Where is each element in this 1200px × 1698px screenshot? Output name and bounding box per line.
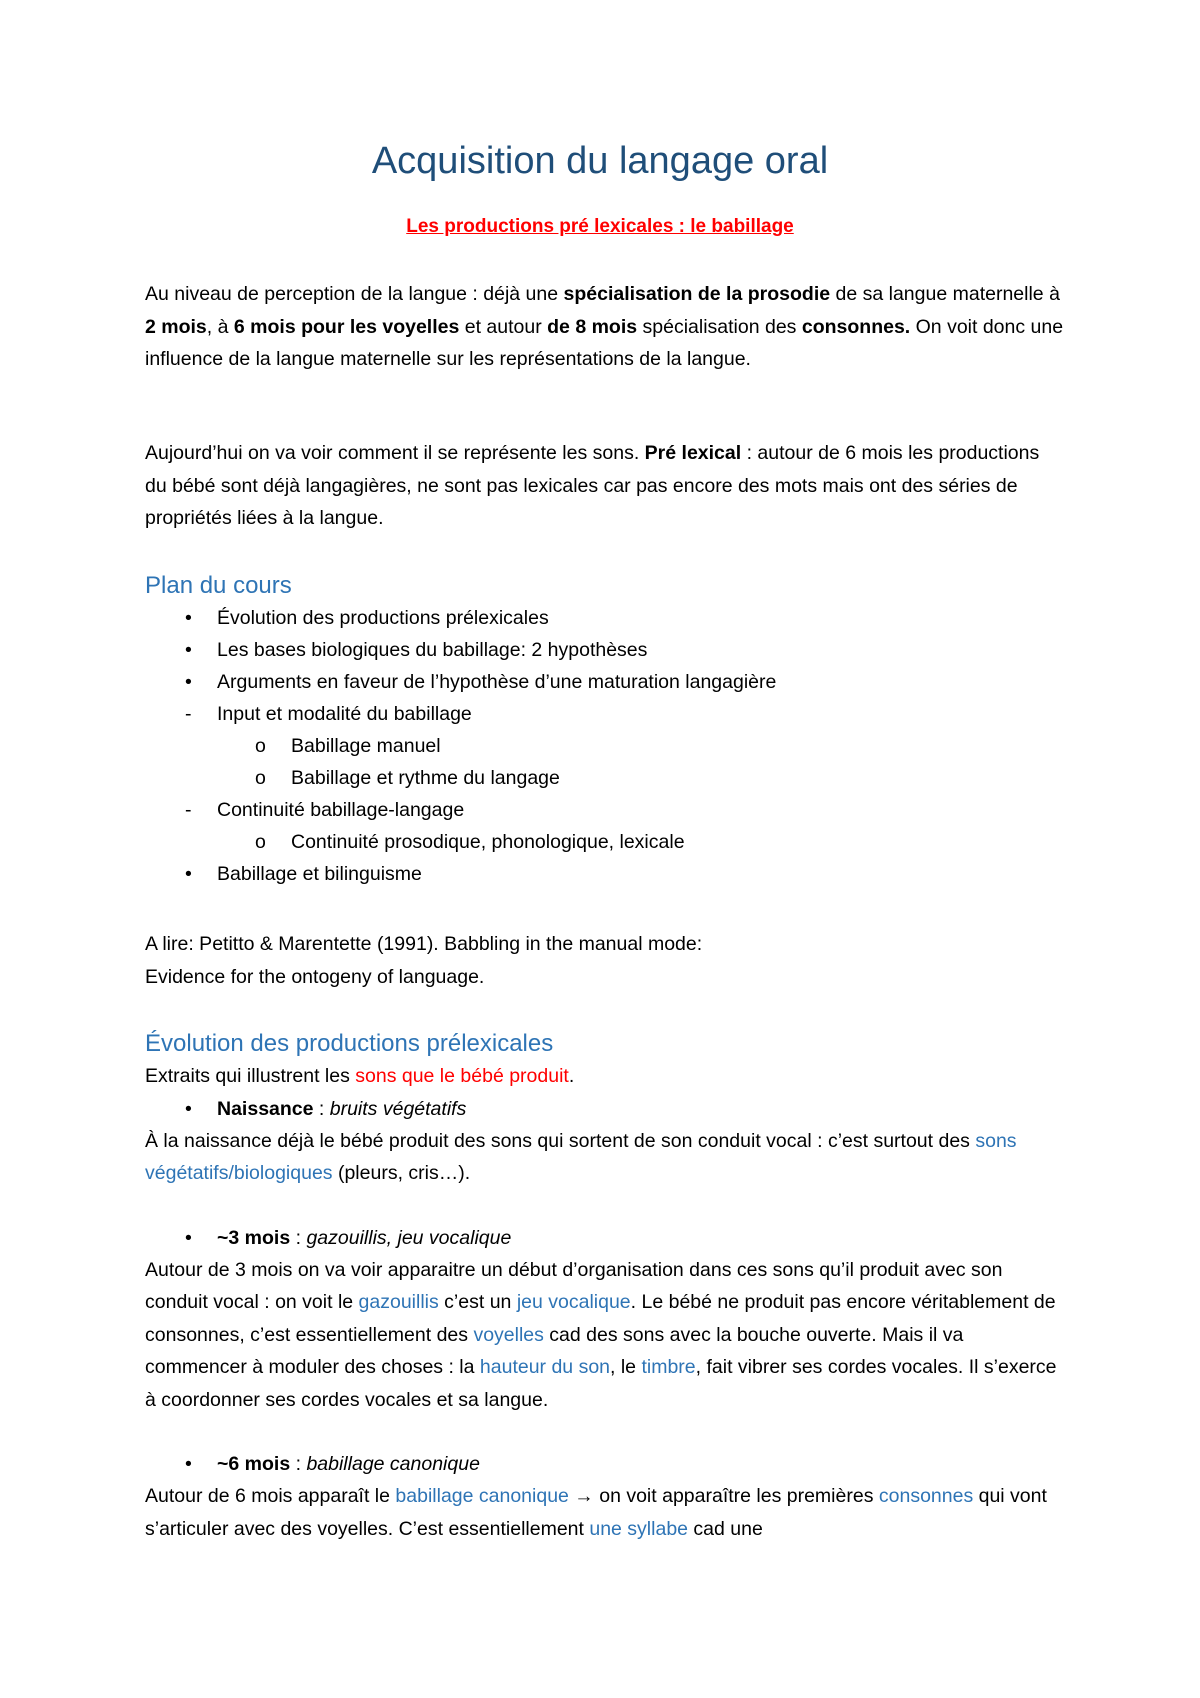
emphasis-run: jeu vocalique: [516, 1291, 631, 1313]
dash-icon: -: [185, 703, 192, 725]
bold-run: de 8 mois: [547, 315, 638, 338]
circle-bullet-icon: o: [255, 735, 266, 757]
plan-item-text: Continuité babillage-langage: [217, 799, 465, 821]
emphasis-run: consonnes: [878, 1485, 974, 1507]
text-run: et autour: [459, 315, 548, 338]
plan-item-text: Évolution des productions prélexicales: [217, 607, 549, 629]
page-title: Acquisition du langage oral: [371, 140, 829, 182]
plan-item-text: Arguments en faveur de l’hypothèse d’une maturation langagière: [217, 671, 777, 693]
stage-desc: babillage canonique: [306, 1453, 480, 1475]
bold-run: spécialisation de la prosodie: [563, 283, 831, 305]
text-run: À la naissance déjà le bébé produit des sons qui sortent de son conduit vocal : c’est surtout des: [145, 1129, 976, 1152]
stage-desc: bruits végétatifs: [329, 1097, 467, 1120]
plan-subitem: [145, 762, 1065, 794]
stage-3-mois-text: [145, 1254, 1065, 1417]
plan-item-text: Input et modalité du babillage: [217, 703, 472, 725]
text-run: On voit donc une influence de la langue maternelle sur les représentations de la langue.: [145, 315, 1064, 370]
text-run: , à: [206, 315, 234, 338]
plan-item-text: Continuité prosodique, phonologique, lexicale: [291, 831, 685, 853]
bullet-icon: •: [185, 639, 192, 661]
circle-bullet-icon: o: [255, 831, 266, 853]
stage-desc: gazouillis, jeu vocalique: [306, 1226, 512, 1249]
plan-section: [145, 570, 1065, 890]
emphasis-run: babillage canonique: [395, 1485, 569, 1507]
text-run: cad des sons avec la bouche ouverte. Mais il va commencer à moduler des choses : la: [145, 1323, 964, 1378]
stage-3-mois: [145, 1222, 1065, 1254]
stage-naissance: [145, 1093, 1065, 1125]
plan-subitem: [145, 826, 1065, 858]
plan-item: [145, 666, 1065, 698]
plan-subitem: [145, 730, 1065, 762]
reading-reference: [145, 928, 1065, 993]
emphasis-run: voyelles: [473, 1323, 544, 1346]
plan-item: [145, 698, 1065, 730]
text-run: Aujourd’hui on va voir comment il se représente les sons.: [145, 442, 645, 464]
reading-line: Evidence for the ontogeny of language.: [145, 965, 485, 988]
bullet-icon: •: [185, 1226, 192, 1249]
text-run: c’est un: [438, 1291, 517, 1313]
stage-naissance-text: [145, 1125, 1065, 1190]
stage-label: ~6 mois: [217, 1453, 291, 1475]
page-subtitle: Les productions pré lexicales : le babillage: [406, 216, 794, 237]
bullet-icon: •: [185, 1097, 192, 1120]
dash-icon: -: [185, 799, 192, 821]
emphasis-run: sons que le bébé produit: [355, 1065, 569, 1087]
plan-item: [145, 794, 1065, 826]
plan-heading: Plan du cours: [145, 572, 292, 599]
text-run: qui vont s’articuler avec des voyelles. C’est essentiellement: [145, 1485, 1047, 1540]
plan-item-text: Babillage et rythme du langage: [291, 767, 560, 789]
bullet-icon: •: [185, 1453, 192, 1475]
evolution-intro: [145, 1060, 1065, 1093]
bold-run: consonnes.: [801, 315, 911, 338]
text-run: :: [313, 1097, 330, 1120]
emphasis-run: sons végétatifs/biologiques: [145, 1129, 1017, 1184]
stage-6-mois: [145, 1448, 1065, 1480]
bold-run: 2 mois: [145, 315, 207, 338]
text-run: :: [290, 1453, 307, 1475]
emphasis-run: gazouillis: [358, 1291, 439, 1313]
plan-item: [145, 602, 1065, 634]
text-run: → on voit apparaître les premières: [568, 1485, 879, 1507]
bold-run: 6 mois pour les voyelles: [233, 315, 460, 338]
text-run: Extraits qui illustrent les: [145, 1065, 356, 1087]
text-run: Au niveau de perception de la langue : déjà une: [145, 283, 564, 305]
plan-item-text: Babillage manuel: [291, 735, 441, 757]
text-run: :: [290, 1226, 307, 1249]
plan-item-text: Les bases biologiques du babillage: 2 hypothèses: [217, 639, 648, 661]
circle-bullet-icon: o: [255, 767, 266, 789]
text-run: : autour de 6 mois les productions du bébé sont déjà langagières, ne sont pas lexicales car pas encore des mots mais ont des séries de propriétés liées à la langue.: [145, 442, 1040, 529]
plan-item-text: Babillage et bilinguisme: [217, 863, 422, 885]
plan-item: [145, 634, 1065, 666]
intro-paragraph-1: [145, 278, 1065, 376]
stage-label: Naissance: [217, 1097, 314, 1120]
text-run: de sa langue maternelle à: [830, 283, 1060, 305]
intro-paragraph-2: [145, 437, 1065, 535]
text-run: spécialisation des: [637, 315, 802, 338]
stage-label: ~3 mois: [217, 1226, 291, 1249]
emphasis-run: une syllabe: [589, 1517, 689, 1540]
bullet-icon: •: [185, 671, 192, 693]
text-run: .: [568, 1065, 575, 1087]
text-run: , fait vibrer ses cordes vocales. Il s’exerce à coordonner ses cordes vocales et sa langue.: [145, 1356, 1057, 1411]
stage-6-mois-text: [145, 1480, 1065, 1545]
text-run: , le: [610, 1356, 642, 1378]
text-run: . Le bébé ne produit pas encore véritablement de consonnes, c’est essentiellement des: [145, 1291, 1056, 1346]
plan-item: [145, 858, 1065, 890]
text-run: cad une: [688, 1517, 763, 1540]
bullet-icon: •: [185, 607, 192, 629]
evolution-heading: Évolution des productions prélexicales: [145, 1030, 554, 1057]
text-run: (pleurs, cris…).: [332, 1162, 471, 1184]
reading-line: A lire: Petitto & Marentette (1991). Babbling in the manual mode:: [145, 933, 703, 955]
text-run: Autour de 6 mois apparaît le: [145, 1485, 396, 1507]
bullet-icon: •: [185, 863, 192, 885]
text-run: Autour de 3 mois on va voir apparaitre un début d’organisation dans ces sons qu’il produit avec son conduit vocal : on voit le: [145, 1258, 1003, 1313]
bold-run: Pré lexical: [644, 442, 742, 464]
plan-list: [145, 602, 1065, 890]
emphasis-run: hauteur du son: [479, 1356, 611, 1378]
evolution-section: [145, 1028, 1065, 1545]
emphasis-run: timbre: [641, 1356, 696, 1378]
